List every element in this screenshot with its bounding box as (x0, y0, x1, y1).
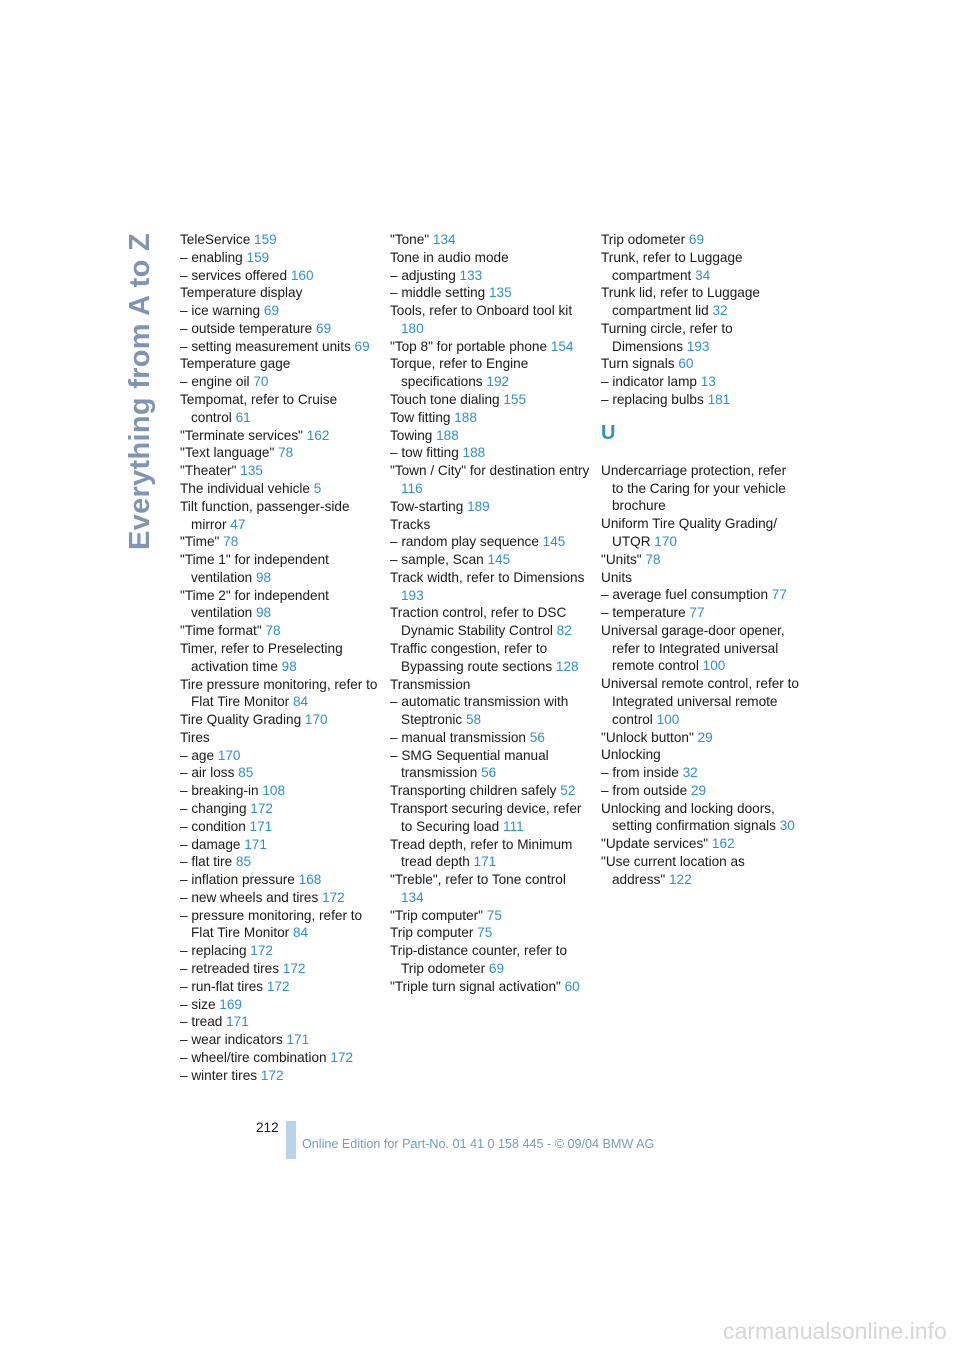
index-entry (601, 746, 801, 764)
index-entry (180, 302, 380, 320)
footer-edition-text: Online Edition for Part-No. 01 41 0 158 445 - © 09/04 BMW AG (302, 1137, 655, 1151)
index-entry (390, 747, 590, 783)
page-reference-link[interactable]: 172 (330, 1049, 354, 1065)
page-reference-link[interactable]: 134 (401, 889, 424, 905)
index-entry-term: Tempomat, refer to Cruise control (180, 392, 338, 425)
index-entry (180, 889, 380, 907)
page-reference-link[interactable]: 69 (488, 961, 505, 977)
index-entry-term: – breaking-in (180, 783, 259, 799)
page-reference-link[interactable]: 188 (454, 409, 477, 425)
index-entry (390, 693, 590, 729)
index-entry-term: – air loss (180, 765, 235, 781)
page-reference-link[interactable]: 32 (682, 765, 698, 781)
index-entry-term: Transporting children safely (390, 783, 557, 799)
index-entry-term: – new wheels and tires (180, 889, 319, 905)
index-entry-term: Tires (180, 729, 210, 745)
index-entry (390, 302, 590, 338)
index-entry (390, 462, 590, 498)
page-reference-link[interactable]: 171 (249, 818, 273, 834)
page-reference-link[interactable]: 75 (477, 925, 493, 941)
index-entry-term: "Time 2" for independent ventilation (180, 587, 329, 621)
page-reference-link[interactable]: 128 (555, 658, 579, 674)
index-entry-term: Track width, refer to Dimensions (390, 569, 585, 585)
page-reference-link[interactable]: 170 (217, 747, 241, 763)
index-entry (601, 800, 801, 836)
index-entry-term: Timer, refer to Preselecting activation time (180, 640, 343, 674)
index-entry (180, 249, 380, 267)
index-entry (180, 907, 380, 943)
index-entry (601, 586, 801, 604)
index-entry (601, 835, 801, 853)
index-entry (601, 604, 801, 622)
page-reference-link[interactable]: 172 (260, 1067, 284, 1083)
page-reference-link[interactable]: 108 (262, 783, 286, 799)
page-reference-link[interactable]: 171 (226, 1014, 249, 1030)
index-entry (390, 871, 590, 907)
index-entry (601, 391, 801, 409)
page-reference-link[interactable]: 85 (235, 854, 252, 870)
index-entry-term: – from inside (601, 765, 679, 781)
page-reference-link[interactable]: 60 (564, 978, 580, 994)
index-entry-term: Uniform Tire Quality Grading/ UTQR (601, 516, 778, 549)
index-entry-term: Trip-distance counter, refer to Trip odometer (390, 943, 568, 977)
page-reference-link[interactable]: 77 (771, 587, 787, 603)
index-entry-term: "Time 1" for independent ventilation (180, 552, 329, 585)
index-entry-term: – replacing (180, 943, 247, 959)
page-reference-link[interactable]: 192 (486, 374, 510, 390)
index-entry (601, 462, 801, 515)
page-reference-link[interactable]: 58 (466, 712, 482, 728)
index-entry (390, 551, 590, 569)
index-entry-term: – flat tire (180, 854, 233, 870)
index-entry-term: Tilt function, passenger-side mirror (180, 498, 350, 532)
index-entry (390, 569, 590, 605)
index-column-3 (601, 231, 801, 889)
index-entry-term: – random play sequence (390, 534, 539, 550)
index-entry-term: Tone in audio mode (390, 249, 509, 265)
index-entry (601, 782, 801, 800)
index-entry (180, 853, 380, 871)
page-reference-link[interactable]: 180 (401, 320, 424, 336)
page-reference-link[interactable]: 77 (689, 605, 705, 621)
index-entry-term: – age (180, 747, 215, 763)
index-entry (390, 907, 590, 925)
index-entry-term: "Trip computer" (390, 907, 483, 923)
index-entry-term: Transmission (390, 676, 471, 692)
index-entry-term: Tow-starting (390, 498, 464, 514)
index-entry-term: "Units" (601, 551, 642, 567)
page-reference-link[interactable]: 98 (256, 605, 272, 621)
index-entry-term: "Update services" (601, 836, 709, 852)
index-entry-term: "Theater" (180, 463, 237, 479)
page-reference-link[interactable]: 193 (401, 587, 424, 603)
page-reference-link[interactable]: 170 (654, 533, 677, 549)
index-entry-term: "Top 8" for portable phone (390, 338, 548, 354)
index-entry (390, 338, 590, 356)
index-entry-term: Tools, refer to Onboard tool kit (390, 303, 573, 319)
page-reference-link[interactable]: 172 (322, 889, 345, 905)
page-reference-link[interactable]: 82 (556, 623, 572, 639)
page-reference-link[interactable]: 135 (489, 285, 512, 301)
index-entry-term: "Treble", refer to Tone control (390, 872, 566, 888)
page-reference-link[interactable]: 78 (278, 445, 294, 461)
index-entry (180, 462, 380, 480)
index-entry-term: – temperature (601, 605, 686, 621)
index-entry-term: Trunk, refer to Luggage compartment (601, 249, 743, 283)
index-entry-term: Unlocking and locking doors, setting confirmation signals (601, 800, 776, 834)
index-entry (180, 836, 380, 854)
index-entry (390, 391, 590, 409)
index-entry-term: – tow fitting (390, 445, 459, 461)
page-reference-link[interactable]: 170 (304, 712, 328, 728)
page-reference-link[interactable]: 159 (254, 232, 277, 247)
page-reference-link[interactable]: 168 (298, 872, 322, 888)
page-reference-link[interactable]: 69 (316, 320, 332, 336)
page-reference-link[interactable]: 162 (711, 836, 735, 852)
index-entry (601, 284, 801, 320)
index-entry (390, 516, 590, 534)
index-entry-term: – wear indicators (180, 1032, 283, 1048)
index-entry-term: Trunk lid, refer to Luggage compartment lid (601, 285, 760, 319)
page-reference-link[interactable]: 69 (263, 303, 280, 319)
index-entry (601, 853, 801, 889)
index-entry (180, 871, 380, 889)
index-entry-term: The individual vehicle (180, 480, 310, 496)
page-reference-link[interactable]: 172 (266, 978, 290, 994)
index-entry (390, 355, 590, 391)
index-entry (180, 231, 380, 249)
index-entry (601, 569, 801, 587)
index-entry-term: Traffic congestion, refer to Bypassing route sections (390, 640, 553, 674)
page-reference-link[interactable]: 98 (281, 658, 297, 674)
index-entry-term: "Town / City" for destination entry (390, 463, 590, 479)
index-entry-term: Temperature gage (180, 356, 291, 372)
index-entry (180, 338, 380, 356)
index-entry-term: – services offered (180, 267, 288, 283)
index-entry-term: – winter tires (180, 1067, 258, 1083)
page-reference-link[interactable]: 30 (779, 818, 795, 834)
index-entry (601, 675, 801, 728)
index-entry (180, 1031, 380, 1049)
index-entry (390, 604, 590, 640)
page-reference-link[interactable]: 29 (690, 782, 707, 798)
page-reference-link[interactable]: 32 (712, 303, 728, 319)
index-entry (601, 320, 801, 356)
index-entry (390, 729, 590, 747)
index-entry-term: Tow fitting (390, 409, 451, 425)
index-entry (180, 676, 380, 712)
page-reference-link[interactable]: 154 (550, 338, 574, 354)
index-entry (180, 711, 380, 729)
section-letter: U (601, 421, 616, 444)
side-title: Everything from A to Z (124, 232, 156, 550)
page-reference-link[interactable]: 145 (487, 552, 511, 568)
index-entry-term: "Time" (180, 534, 220, 550)
index-entry (180, 978, 380, 996)
index-entry (390, 231, 590, 249)
index-entry (180, 764, 380, 782)
index-entry (601, 729, 801, 747)
page-reference-link[interactable]: 56 (529, 729, 545, 745)
page-reference-link[interactable]: 188 (462, 445, 486, 461)
index-entry (390, 533, 590, 551)
index-entry (180, 391, 380, 427)
index-entry (390, 284, 590, 302)
index-entry (180, 587, 380, 623)
index-entry-term: – size (180, 996, 216, 1012)
page-reference-link[interactable]: 155 (503, 392, 527, 408)
index-entry-term: Tread depth, refer to Minimum tread depth (390, 836, 573, 870)
index-entry-term: – changing (180, 801, 247, 816)
index-entry-term: – sample, Scan (390, 552, 484, 568)
index-entry-term: – adjusting (390, 267, 456, 283)
index-entry (390, 942, 590, 978)
page-reference-link[interactable]: 159 (246, 249, 270, 265)
index-entry-term: "Text language" (180, 445, 275, 461)
index-entry (180, 284, 380, 302)
page-reference-link[interactable]: 134 (432, 232, 456, 247)
page-reference-link[interactable]: 171 (473, 854, 497, 870)
index-entry-term: – tread (180, 1014, 223, 1030)
index-entry-term: Turning circle, refer to Dimensions (601, 320, 733, 354)
index-entry (390, 498, 590, 516)
index-entry (180, 747, 380, 765)
page-reference-link[interactable]: 13 (700, 374, 716, 390)
index-entry (180, 996, 380, 1014)
index-entry (390, 978, 590, 996)
page-reference-link[interactable]: 52 (560, 783, 576, 799)
page-reference-link[interactable]: 188 (436, 427, 459, 443)
page-reference-link[interactable]: 160 (290, 267, 314, 283)
index-entry (390, 409, 590, 427)
index-entry-term: – automatic transmission with Steptronic (390, 694, 569, 728)
index-entry (601, 551, 801, 569)
page-reference-link[interactable]: 98 (256, 569, 272, 585)
index-entry (390, 249, 590, 267)
page-reference-link[interactable]: 172 (282, 961, 306, 977)
index-entry-term: Turn signals (601, 356, 675, 372)
index-entry (180, 498, 380, 534)
watermark-logo: carmanualsonline.info (723, 1318, 947, 1344)
index-entry-term: – manual transmission (390, 729, 526, 745)
index-entry-term: – middle setting (390, 285, 486, 301)
index-entry-term: Universal garage-door opener, refer to Integrated universal remote control (601, 622, 785, 674)
index-entry-term: Temperature display (180, 285, 303, 301)
index-entry-term: – indicator lamp (601, 374, 697, 390)
index-entry (180, 942, 380, 960)
page-reference-link[interactable]: 69 (688, 232, 705, 247)
index-entry (390, 676, 590, 694)
index-entry (601, 373, 801, 391)
index-entry-term: Undercarriage protection, refer to the Caring for your vehicle brochure (601, 462, 787, 514)
index-entry-term: Traction control, refer to DSC Dynamic Stability Control (390, 605, 567, 639)
index-entry-term: – enabling (180, 249, 243, 265)
index-entry (180, 782, 380, 800)
page-reference-link[interactable]: 172 (250, 943, 273, 959)
index-entry (180, 1067, 380, 1085)
index-entry-term: Unlocking (601, 747, 661, 763)
page-reference-link[interactable]: 122 (668, 871, 692, 887)
page-reference-link[interactable]: 189 (467, 498, 490, 514)
page-reference-link[interactable]: 85 (238, 765, 254, 781)
page-reference-link[interactable]: 34 (695, 267, 711, 283)
index-entry-term: – condition (180, 818, 246, 834)
index-entry-term: Torque, refer to Engine specifications (390, 356, 529, 390)
index-entry-term: Tracks (390, 516, 431, 532)
index-entry-term: – wheel/tire combination (180, 1049, 327, 1065)
page-reference-link[interactable]: 78 (223, 534, 239, 550)
page-reference-link[interactable]: 135 (240, 463, 263, 479)
index-entry-term: – inflation pressure (180, 872, 295, 888)
index-entry-term: TeleService (180, 232, 251, 247)
index-entry-term: Touch tone dialing (390, 392, 500, 408)
page-reference-link[interactable]: 47 (230, 516, 246, 532)
index-entry-term: Trip computer (390, 925, 474, 941)
index-entry (180, 622, 380, 640)
page-reference-link[interactable]: 100 (656, 711, 680, 727)
index-entry (180, 427, 380, 445)
page-reference-link[interactable]: 193 (686, 338, 710, 354)
index-entry-term: "Time format" (180, 623, 262, 639)
index-entry-term: – run-flat tires (180, 978, 264, 994)
index-entry-term: – damage (180, 836, 241, 852)
index-entry (390, 836, 590, 872)
page-reference-link[interactable]: 29 (697, 729, 713, 745)
index-entry-term: "Terminate services" (180, 427, 303, 443)
footer-accent-bar (286, 1121, 296, 1159)
index-entry-term: – average fuel consumption (601, 587, 769, 603)
index-entry (390, 640, 590, 676)
page-reference-link[interactable]: 84 (292, 925, 309, 941)
index-column-2 (390, 231, 590, 996)
page-reference-link[interactable]: 181 (707, 392, 731, 408)
index-entry (180, 355, 380, 373)
index-entry-term: – replacing bulbs (601, 392, 704, 408)
index-entry (180, 533, 380, 551)
page-reference-link[interactable]: 162 (306, 427, 330, 443)
index-entry (601, 231, 801, 249)
index-entry-term: – from outside (601, 782, 688, 798)
index-entry-term: "Triple turn signal activation" (390, 978, 561, 994)
index-entry-term: – engine oil (180, 374, 250, 390)
index-entry (180, 800, 380, 818)
index-entry (180, 960, 380, 978)
index-entry (180, 1049, 380, 1067)
index-entry-term: Towing (390, 427, 433, 443)
index-entry (180, 373, 380, 391)
index-entry (390, 267, 590, 285)
index-entry (180, 551, 380, 587)
index-entry (180, 640, 380, 676)
index-entry (180, 267, 380, 285)
index-entry (390, 427, 590, 445)
index-entry-term: – setting measurement units (180, 338, 351, 354)
index-entry (601, 764, 801, 782)
index-entry-term: "Use current location as address" (601, 854, 745, 887)
index-entry (180, 320, 380, 338)
index-entry (390, 782, 590, 800)
index-entry-term: Units (601, 569, 632, 585)
index-entry-term: – SMG Sequential manual transmission (390, 747, 549, 781)
index-entry-term: Universal remote control, refer to Integrated universal remote control (601, 676, 799, 727)
index-column-1 (180, 231, 380, 1085)
page-reference-link[interactable]: 69 (354, 338, 370, 354)
page-reference-link[interactable]: 60 (678, 356, 694, 372)
index-entry (180, 1013, 380, 1031)
index-entry (180, 480, 380, 498)
index-entry (180, 818, 380, 836)
page-reference-link[interactable]: 100 (702, 658, 726, 674)
page-reference-link[interactable]: 172 (250, 801, 273, 816)
index-entry-term: – retreaded tires (180, 961, 279, 977)
index-entry-term: Transport securing device, refer to Securing load (390, 801, 582, 834)
index-entry-term: "Unlock button" (601, 729, 694, 745)
page-reference-link[interactable]: 84 (292, 694, 309, 710)
page-reference-link[interactable]: 171 (244, 836, 267, 852)
index-entry-term: – pressure monitoring, refer to Flat Tire Monitor (180, 907, 363, 941)
index-entry (601, 622, 801, 675)
page-reference-link[interactable]: 56 (481, 765, 497, 781)
page-reference-link[interactable]: 169 (219, 996, 242, 1012)
index-entry-term: Trip odometer (601, 232, 686, 247)
page-reference-link[interactable]: 70 (253, 374, 269, 390)
index-entry (390, 444, 590, 462)
page-reference-link[interactable]: 171 (286, 1032, 310, 1048)
index-entry-term: Tire Quality Grading (180, 712, 302, 728)
page-reference-link[interactable]: 78 (645, 551, 661, 567)
index-entry (601, 355, 801, 373)
index-entry-term: Tire pressure monitoring, refer to Flat Tire Monitor (180, 676, 378, 710)
index-entry (180, 444, 380, 462)
index-entry (390, 924, 590, 942)
index-entry-term: – ice warning (180, 303, 261, 319)
page-reference-link[interactable]: 116 (401, 480, 423, 496)
index-entry-term: – outside temperature (180, 320, 313, 336)
index-entry (601, 515, 801, 551)
index-entry-term: "Tone" (390, 232, 430, 247)
page-reference-link[interactable]: 145 (542, 534, 566, 550)
page-reference-link[interactable]: 111 (503, 818, 524, 834)
page-reference-link[interactable]: 5 (313, 480, 322, 496)
page-number: 212 (256, 1120, 279, 1135)
index-entry (390, 800, 590, 836)
page-reference-link[interactable]: 78 (265, 623, 281, 639)
index-entry (180, 729, 380, 747)
page-reference-link[interactable]: 61 (235, 409, 251, 425)
page-reference-link[interactable]: 133 (459, 267, 483, 283)
index-entry (601, 249, 801, 285)
page-reference-link[interactable]: 75 (486, 907, 502, 923)
